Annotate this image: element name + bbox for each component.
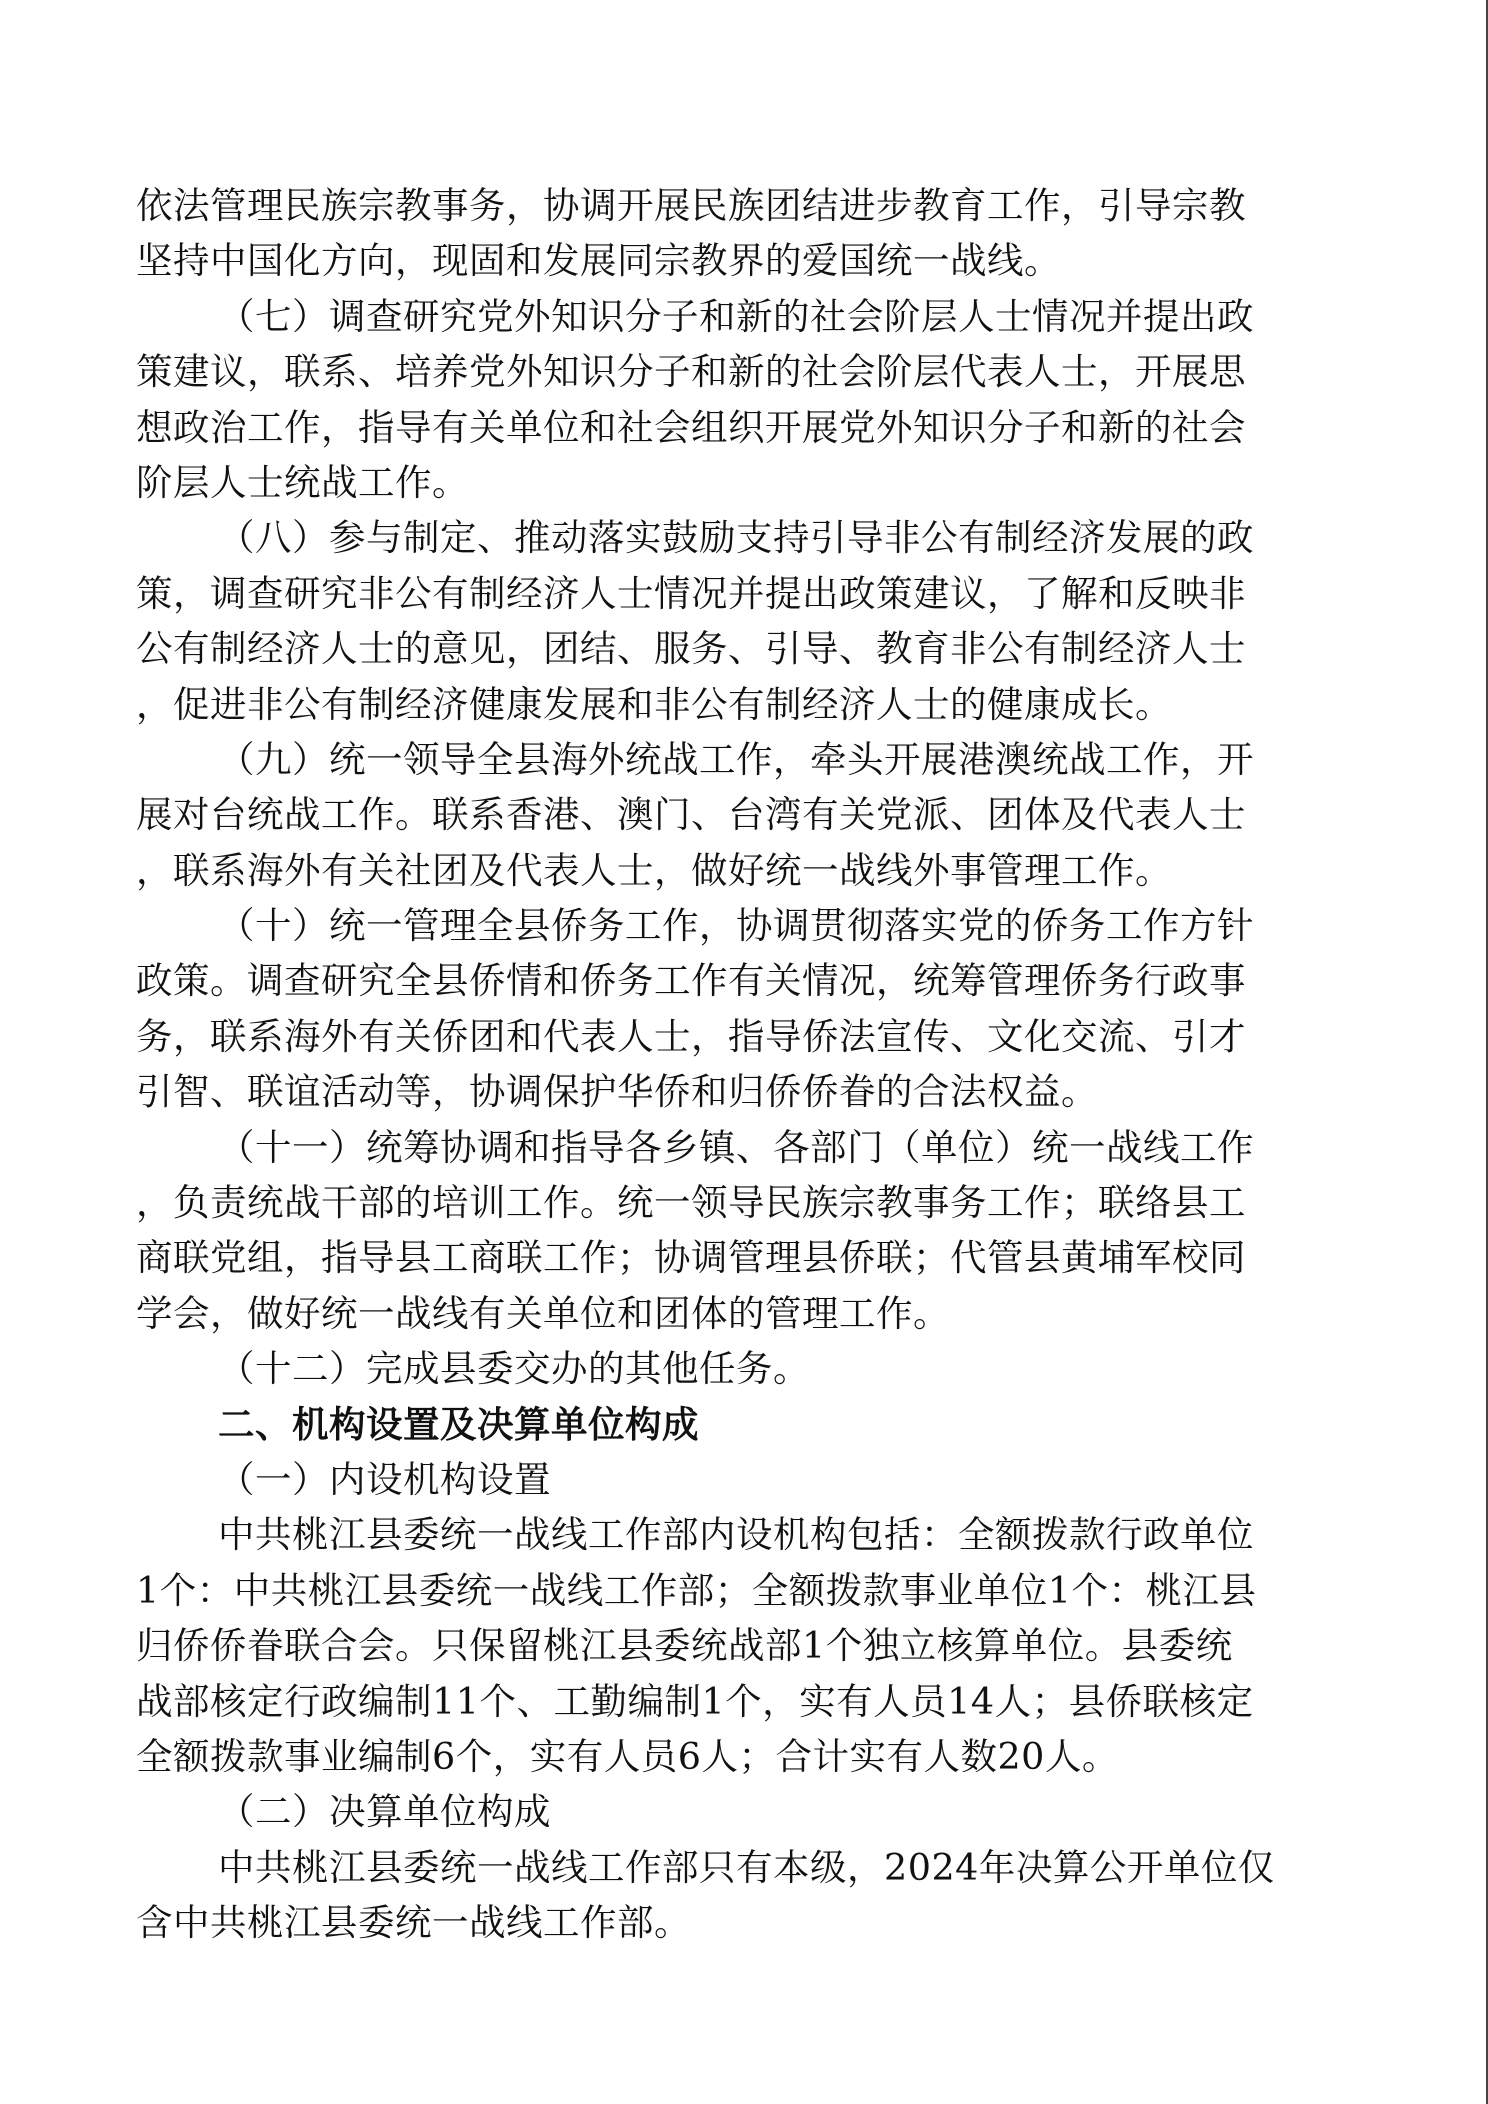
paragraph-start: （八）参与制定、推动落实鼓励支持引导非公有制经济发展的政	[218, 516, 1254, 560]
text-line: 策建议，联系、培养党外知识分子和新的社会阶层代表人士，开展思	[136, 350, 1246, 394]
text-line: 学会，做好统一战线有关单位和团体的管理工作。	[136, 1291, 950, 1335]
text-line: 阶层人士统战工作。	[136, 460, 469, 504]
subsection-heading: （二）决算单位构成	[218, 1790, 551, 1834]
text-line: 含中共桃江县委统一战线工作部。	[136, 1901, 691, 1945]
text-line: 全额拨款事业编制6个，实有人员6人；合计实有人数20人。	[136, 1734, 1119, 1778]
paragraph-start: （十）统一管理全县侨务工作，协调贯彻落实党的侨务工作方针	[218, 904, 1254, 948]
document-body	[136, 178, 1348, 1951]
text-line: 务，联系海外有关侨团和代表人士，指导侨法宣传、文化交流、引才	[136, 1014, 1246, 1058]
text-line: 依法管理民族宗教事务，协调开展民族团结进步教育工作，引导宗教	[136, 184, 1246, 227]
text-line: 商联党组，指导县工商联工作；协调管理县侨联；代管县黄埔军校同	[136, 1236, 1246, 1280]
paragraph-start: 中共桃江县委统一战线工作部只有本级，2024年决算公开单位仅	[218, 1845, 1275, 1889]
subsection-heading: （一）内设机构设置	[218, 1457, 551, 1501]
text-line: 引智、联谊活动等，协调保护华侨和归侨侨眷的合法权益。	[136, 1070, 1098, 1114]
text-line: 策，调查研究非公有制经济人士情况并提出政策建议，了解和反映非	[136, 571, 1246, 615]
paragraph-start: （七）调查研究党外知识分子和新的社会阶层人士情况并提出政	[218, 294, 1254, 338]
section-heading: 二、机构设置及决算单位构成	[218, 1402, 699, 1446]
text-line: 想政治工作，指导有关单位和社会组织开展党外知识分子和新的社会	[136, 405, 1246, 449]
text-line: 归侨侨眷联合会。只保留桃江县委统战部1个独立核算单位。县委统	[136, 1624, 1233, 1668]
text-line: ，联系海外有关社团及代表人士，做好统一战线外事管理工作。	[136, 848, 1172, 892]
text-line: ，负责统战干部的培训工作。统一领导民族宗教事务工作；联络县工	[136, 1181, 1246, 1225]
text-line: 坚持中国化方向，现固和发展同宗教界的爱国统一战线。	[136, 239, 1061, 283]
paragraph-start: 中共桃江县委统一战线工作部内设机构包括：全额拨款行政单位	[218, 1513, 1254, 1557]
text-line: 1个：中共桃江县委统一战线工作部；全额拨款事业单位1个：桃江县	[136, 1568, 1257, 1612]
paragraph-start: （九）统一领导全县海外统战工作，牵头开展港澳统战工作，开	[218, 737, 1254, 781]
text-line: 展对台统战工作。联系香港、澳门、台湾有关党派、团体及代表人士	[136, 793, 1246, 837]
paragraph-start: （十一）统筹协调和指导各乡镇、各部门（单位）统一战线工作	[218, 1125, 1254, 1169]
paragraph-start: （十二）完成县委交办的其他任务。	[218, 1347, 810, 1391]
text-line: ，促进非公有制经济健康发展和非公有制经济人士的健康成长。	[136, 682, 1172, 726]
text-line: 战部核定行政编制11个、工勤编制1个，实有人员14人；县侨联核定	[136, 1679, 1254, 1723]
text-line: 政策。调查研究全县侨情和侨务工作有关情况，统筹管理侨务行政事	[136, 959, 1246, 1003]
text-line: 公有制经济人士的意见，团结、服务、引导、教育非公有制经济人士	[136, 627, 1246, 671]
